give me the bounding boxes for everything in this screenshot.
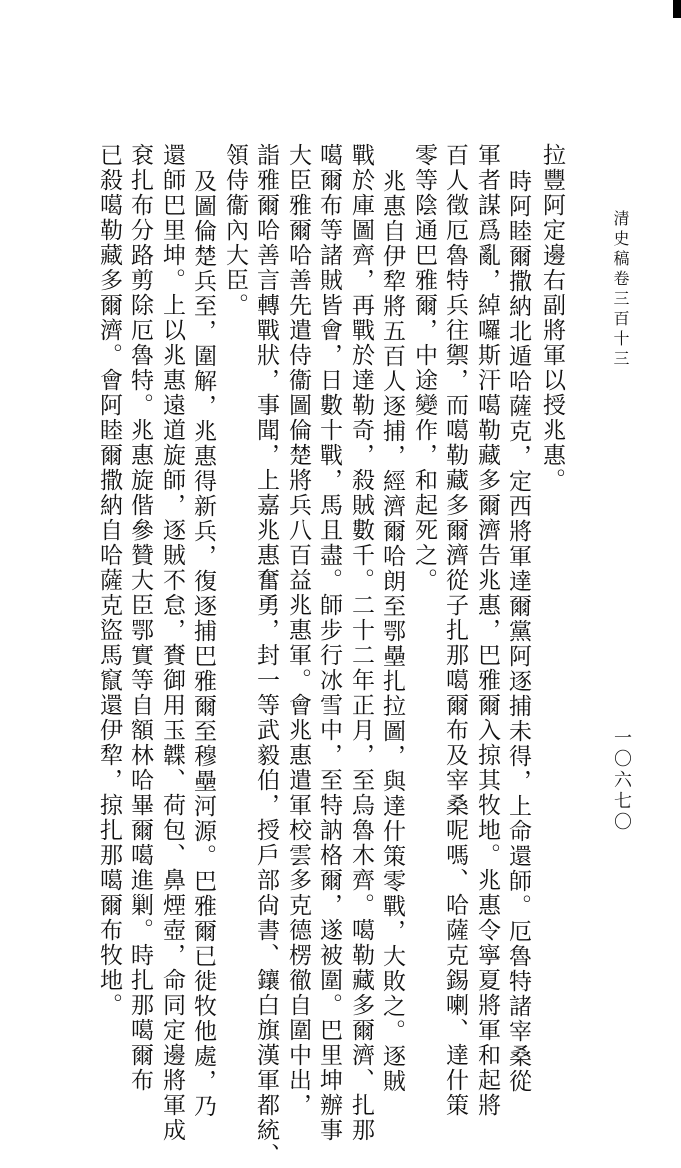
book-title-header: 清史稿卷三百十三 [611,210,630,370]
text-column-7: 噶爾布等諸賊皆會，日數十戰，馬且盡。師步行冰雪中，至特訥格爾，遂被圍。巴里坤辦事 [316,143,342,1143]
page-number: 一〇六七〇 [611,728,632,833]
scan-edge-mark [673,0,681,18]
text-column-13: 袞扎布分路剪除厄魯特。兆惠旋偕參贊大臣鄂實等自額林哈畢爾噶進剿。時扎那噶爾布 [127,143,153,1093]
text-column-11: 及圖倫楚兵至，圍解，兆惠得新兵，復逐捕巴雅爾至穆壘河源。巴雅爾已徙牧他處，乃 [190,169,216,1119]
text-column-12: 還師巴里坤。上以兆惠遠道旋師，逐賊不怠，賚御用玉韘、荷包、鼻煙壺，命同定邊將軍成 [159,143,185,1143]
text-column-9: 詣雅爾哈善言轉戰狀，事聞，上嘉兆惠奮勇，封一等武毅伯，授戶部尙書、鑲白旗漢軍都統、 [253,143,279,1168]
text-column-2: 軍者謀爲亂，綽囉斯汗噶勒藏多爾濟告兆惠，巴雅爾入掠其牧地。兆惠令寧夏將軍和起將 [474,143,500,1118]
text-column-10: 領侍衞內大臣。 [222,143,248,318]
text-column-8: 大臣雅爾哈善先遣侍衞圖倫楚將兵八百益兆惠軍。會兆惠遣軍校雲多克德楞徹自圍中出， [285,143,311,1118]
text-column-4: 零等陰通巴雅爾，中途變作，和起死之。 [411,143,437,593]
text-column-3: 百人徵厄魯特兵往禦，而噶勒藏多爾濟從子扎那噶爾布及宰桑呢嗎、哈薩克錫喇、達什策 [442,143,468,1118]
text-column-5: 兆惠自伊犂將五百人逐捕，經濟爾哈朗至鄂壘扎拉圖，與達什策零戰，大敗之。逐賊 [379,169,405,1094]
text-column-14: 已殺噶勒藏多爾濟。會阿睦爾撒納自哈薩克盜馬竄還伊犂，掠扎那噶爾布牧地。 [96,143,122,1018]
text-column-1: 時阿睦爾撒納北遁哈薩克，定西將軍達爾黨阿逐捕未得，上命還師。厄魯特諸宰桑從 [505,169,531,1094]
text-column-0: 拉豐阿定邊右副將軍以授兆惠。 [539,143,565,493]
text-column-6: 戰於庫圖齊，再戰於達勒奇，殺賊數千。二十二年正月，至烏魯木齊。噶勒藏多爾濟、扎那 [348,143,374,1143]
